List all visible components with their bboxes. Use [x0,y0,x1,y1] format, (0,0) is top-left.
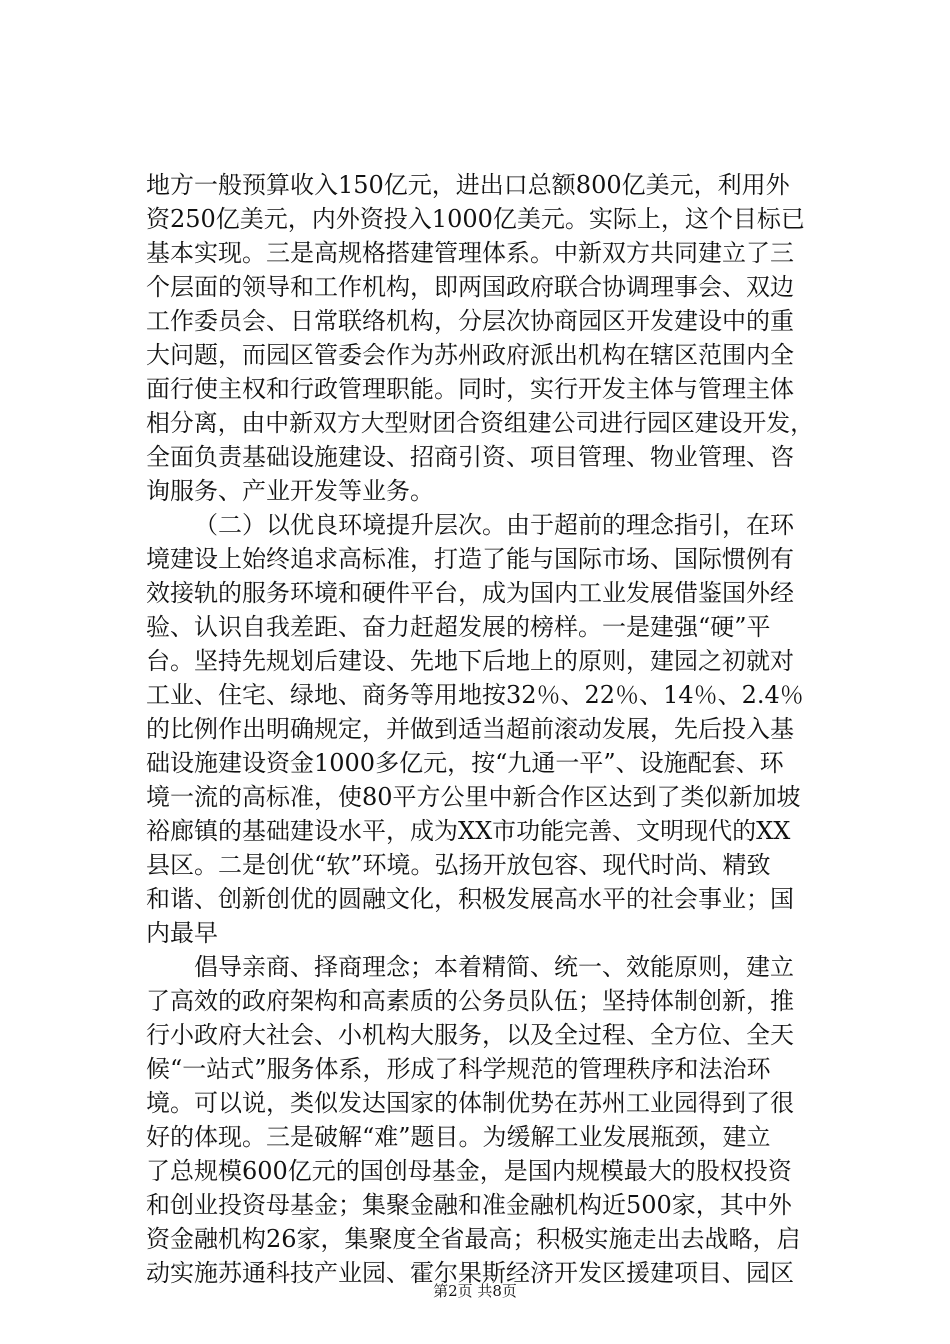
text-line: 动实施苏通科技产业园、霍尔果斯经济开发区援建项目、园区 [146,1259,794,1287]
text-line: 候“一站式”服务体系，形成了科学规范的管理秩序和法治环 [146,1055,771,1083]
text-line: 好的体现。三是破解“难”题目。为缓解工业发展瓶颈，建立 [146,1123,771,1151]
paragraph-1 [146,168,814,508]
text-line: 工业、住宅、绿地、商务等用地按32％、22％、14％、2.4％ [146,681,804,709]
text-line: 地方一般预算收入150亿元，进出口总额800亿美元，利用外 [146,171,790,199]
text-line: 础设施建设资金1000多亿元，按“九通一平”、设施配套、环 [146,749,784,777]
text-line: 相分离，由中新双方大型财团合资组建公司进行园区建设开发， [146,409,814,437]
text-line: 裕廊镇的基础建设水平，成为XX市功能完善、文明现代的XX [146,817,791,845]
text-line: （二）以优良环境提升层次。由于超前的理念指引，在环 [194,511,794,539]
text-line: 和谐、创新创优的圆融文化，积极发展高水平的社会事业；国 [146,885,794,913]
text-line: 询服务、产业开发等业务。 [146,477,434,505]
paragraph-3 [146,950,806,1290]
text-line: 个层面的领导和工作机构，即两国政府联合协调理事会、双边 [146,273,794,301]
paragraph-2 [146,508,806,950]
document-body [146,168,814,1290]
text-line: 的比例作出明确规定，并做到适当超前滚动发展，先后投入基 [146,715,794,743]
text-line: 基本实现。三是高规格搭建管理体系。中新双方共同建立了三 [146,239,794,267]
text-line: 全面负责基础设施建设、招商引资、项目管理、物业管理、咨 [146,443,794,471]
text-line: 效接轨的服务环境和硬件平台，成为国内工业发展借鉴国外经 [146,579,794,607]
text-line: 了高效的政府架构和高素质的公务员队伍；坚持体制创新，推 [146,987,794,1015]
text-line: 行小政府大社会、小机构大服务，以及全过程、全方位、全天 [146,1021,794,1049]
text-line: 工作委员会、日常联络机构，分层次协商园区开发建设中的重 [146,307,794,335]
text-line: 了总规模600亿元的国创母基金，是国内规模最大的股权投资 [146,1157,792,1185]
text-line: 境一流的高标准，使80平方公里中新合作区达到了类似新加坡 [146,783,801,811]
page-number-footer: 第2页 共8页 [433,1282,517,1300]
text-line: 县区。二是创优“软”环境。弘扬开放包容、现代时尚、精致 [146,851,771,879]
text-line: 资250亿美元，内外资投入1000亿美元。实际上，这个目标已 [146,205,805,233]
text-line: 和创业投资母基金；集聚金融和准金融机构近500家，其中外 [146,1191,792,1219]
text-line: 资金融机构26家，集聚度全省最高；积极实施走出去战略，启 [146,1225,801,1253]
text-line: 台。坚持先规划后建设、先地下后地上的原则，建园之初就对 [146,647,794,675]
text-line: 验、认识自我差距、奋力赶超发展的榜样。一是建强“硬”平 [146,613,771,641]
text-line: 内最早 [146,919,218,947]
text-line: 倡导亲商、择商理念；本着精简、统一、效能原则，建立 [194,953,794,981]
text-line: 面行使主权和行政管理职能。同时，实行开发主体与管理主体 [146,375,794,403]
text-line: 大问题，而园区管委会作为苏州政府派出机构在辖区范围内全 [146,341,794,369]
text-line: 境建设上始终追求高标准，打造了能与国际市场、国际惯例有 [146,545,794,573]
text-line: 境。可以说，类似发达国家的体制优势在苏州工业园得到了很 [146,1089,794,1117]
